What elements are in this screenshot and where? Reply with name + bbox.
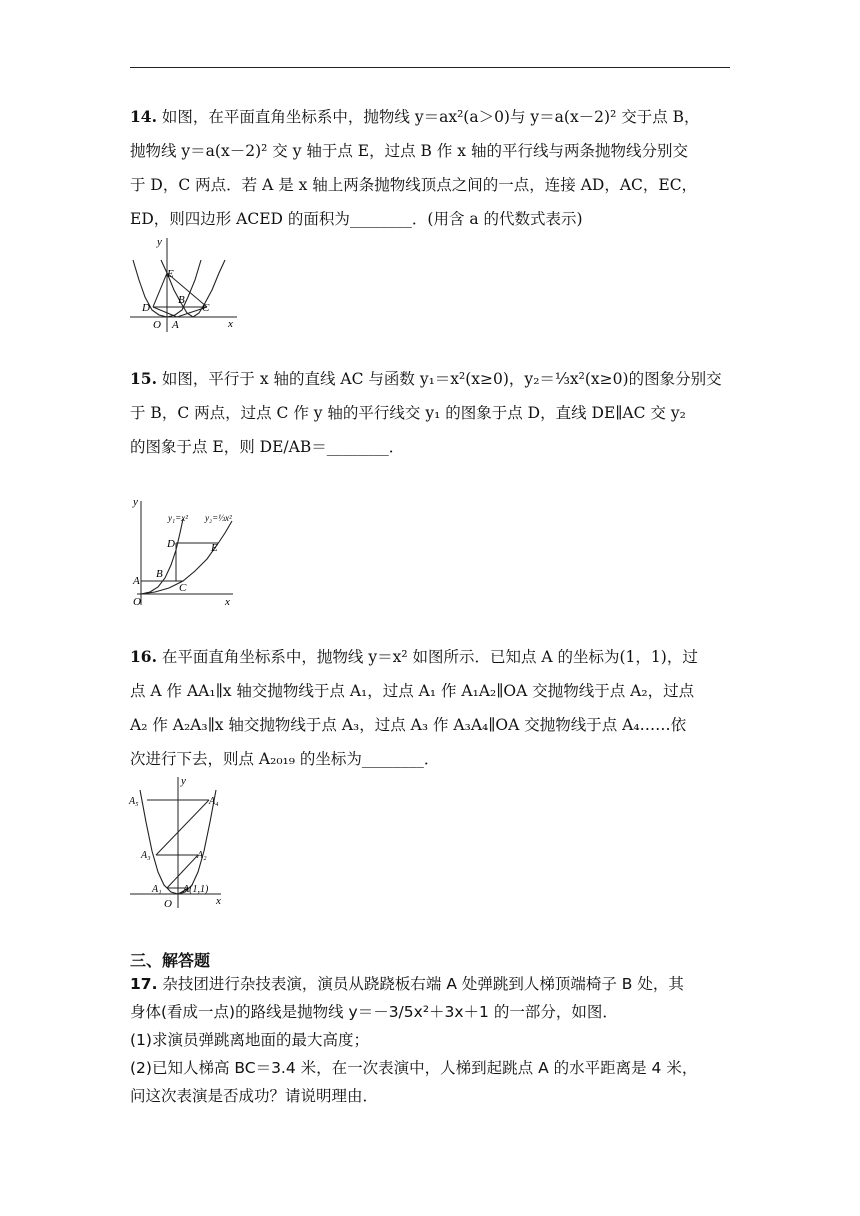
q15-line-2: 于 B，C 两点，过点 C 作 y 轴的平行线交 y₁ 的图象于点 D，直线 DE∥AC 交 y₂ xyxy=(130,404,686,422)
origin-label: O xyxy=(153,319,161,331)
q16-line-2: 点 A 作 AA₁∥x 轴交抛物线于点 A₁，过点 A₁ 作 A₁A₂∥OA 交抛物线于点 A₂，过点 xyxy=(130,682,695,700)
question-14 xyxy=(130,100,730,236)
q14-figure xyxy=(125,235,245,339)
y-axis-label: y xyxy=(181,775,186,787)
curve-y1-label: y₁=x² xyxy=(168,513,188,523)
q16-number: 16. xyxy=(130,647,157,666)
q14-line-1: 14. 如图，在平面直角坐标系中，抛物线 y＝ax²(a＞0)与 y＝a(x－2)² 交于点 B， xyxy=(130,107,700,126)
point-d-label: D xyxy=(142,302,150,314)
origin-label: O xyxy=(164,898,172,910)
q15-number: 15. xyxy=(130,369,157,388)
q15-line-1: 15. 如图，平行于 x 轴的直线 AC 与函数 y₁＝x²(x≥0)，y₂＝⅓x²(x≥0)的图象分别交 xyxy=(130,369,722,388)
q17-line-1: 17. 杂技团进行杂技表演，演员从跷跷板右端 A 处弹跳到人梯顶端椅子 B 处，其 xyxy=(130,975,684,993)
q16-line-3: A₂ 作 A₂A₃∥x 轴交抛物线于点 A₃，过点 A₃ 作 A₃A₄∥OA 交抛物线于点 A₄……依 xyxy=(130,716,687,734)
point-d-label: D xyxy=(167,538,175,550)
q16-line-4: 次进行下去，则点 A₂₀₁₉ 的坐标为________． xyxy=(130,750,440,768)
q17-line-5: 问这次表演是否成功？请说明理由． xyxy=(130,1087,379,1105)
point-a-label: A xyxy=(133,575,140,587)
q14-line-3: 于 D，C 两点．若 A 是 x 轴上两条抛物线顶点之间的一点，连接 AD，AC，EC， xyxy=(130,176,698,194)
question-15 xyxy=(130,362,730,464)
point-a5-label: A₅ xyxy=(129,796,139,807)
x-axis-label: x xyxy=(225,596,230,608)
q17-line-4: (2)已知人梯高 BC＝3.4 米，在一次表演中，人梯到起跳点 A 的水平距离是 4 米， xyxy=(130,1059,698,1077)
q14-line-4: ED，则四边形 ACED 的面积为________．(用含 a 的代数式表示) xyxy=(130,210,583,228)
q17-number: 17. xyxy=(130,975,158,993)
x-axis-label: x xyxy=(228,318,233,330)
header-rule xyxy=(130,67,730,68)
point-b-label: B xyxy=(178,294,185,306)
q15-figure xyxy=(125,495,255,614)
point-a2-label: A₂ xyxy=(197,850,207,861)
q14-line-2: 抛物线 y＝a(x－2)² 交 y 轴于点 E，过点 B 作 x 轴的平行线与两条抛物线分别交 xyxy=(130,142,688,160)
y-axis-label: y xyxy=(157,236,162,248)
point-a4-label: A₄ xyxy=(209,796,219,807)
section-heading: 三、解答题 xyxy=(130,951,211,970)
question-17 xyxy=(130,970,730,1110)
q17-line-3: (1)求演员弹跳离地面的最大高度； xyxy=(130,1031,369,1049)
point-b-label: B xyxy=(156,568,163,580)
point-c-label: C xyxy=(179,582,187,594)
q16-line-1: 16. 在平面直角坐标系中，抛物线 y＝x² 如图所示．已知点 A 的坐标为(1，1)，过 xyxy=(130,647,698,666)
point-e-label: E xyxy=(211,542,218,554)
q15-line-3: 的图象于点 E，则 DE/AB＝________． xyxy=(130,438,405,456)
x-axis-label: x xyxy=(216,895,221,907)
q17-line-2: 身体(看成一点)的路线是抛物线 y＝－3/5x²＋3x＋1 的一部分，如图． xyxy=(130,1003,618,1021)
point-a1-label: A₁ xyxy=(152,884,162,895)
point-c-label: C xyxy=(202,302,210,314)
point-e-label: E xyxy=(167,268,174,280)
curve-y2-label: y₂=⅓x² xyxy=(205,513,232,523)
origin-label: O xyxy=(133,596,141,608)
q14-number: 14. xyxy=(130,107,157,126)
point-a3-label: A₃ xyxy=(141,850,151,861)
q16-figure xyxy=(125,772,235,916)
point-a-label: A(1,1) xyxy=(183,884,209,895)
y-axis-label: y xyxy=(133,496,138,508)
point-a-label: A xyxy=(172,319,179,331)
question-16 xyxy=(130,640,730,776)
